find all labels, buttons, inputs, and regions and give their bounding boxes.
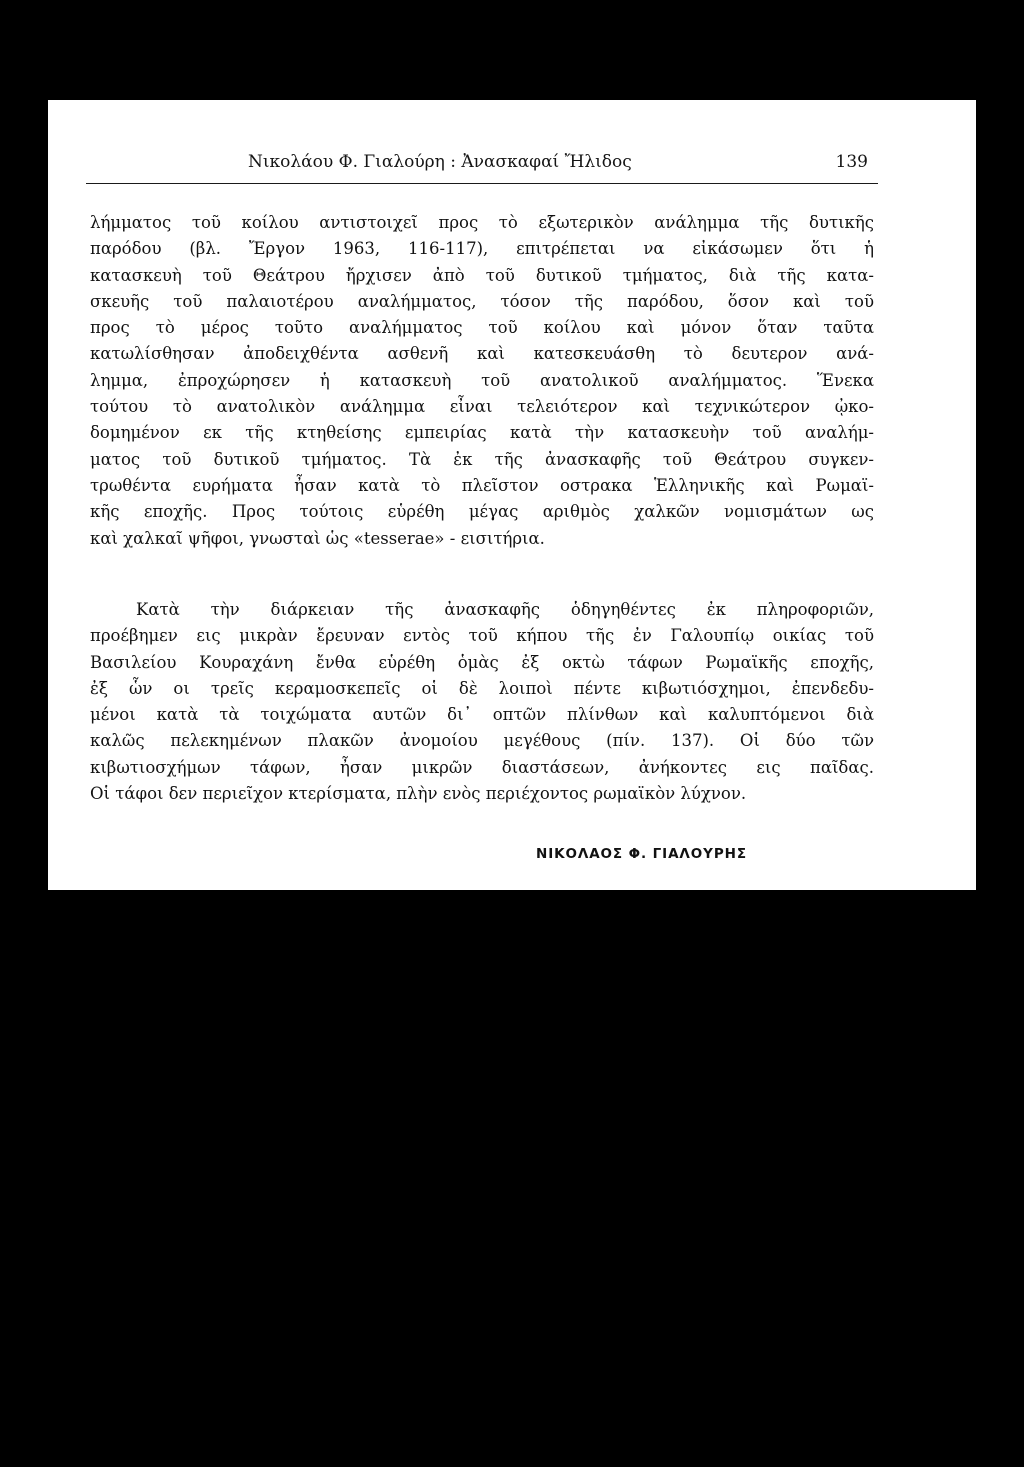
text-line: τούτου τὸ ανατολικὸν ανάλημμα εἶναι τελειότερον καὶ τεχνικώτερον ᾠκο- [90, 397, 874, 417]
text-line: κατωλίσθησαν ἀποδειχθέντα ασθενῆ καὶ κατεσκευάσθη τὸ δευτερον ανά- [90, 344, 874, 364]
text-line: μένοι κατὰ τὰ τοιχώματα αυτῶν δι᾽ οπτῶν πλίνθων καὶ καλυπτόμενοι διὰ [90, 705, 874, 725]
text-line: ματος τοῦ δυτικοῦ τμήματος. Τὰ ἐκ τῆς ἀνασκαφῆς τοῦ Θεάτρου συγκεν- [90, 449, 874, 469]
author-signature: ΝΙΚΟΛΑΟΣ Φ. ΓΙΑΛΟΥΡΗΣ [536, 846, 747, 862]
header-title: Νικολάου Φ. Γιαλούρη : Ἀνασκαφαί Ἤλιδος [248, 152, 632, 172]
paragraph-2 [90, 597, 874, 807]
text-line: τρωθέντα ευρήματα ἦσαν κατὰ τὸ πλεῖστον οστρακα Ἑλληνικῆς καὶ Ρωμαϊ- [90, 475, 874, 495]
text-line: παρόδου (βλ. Ἔργον 1963, 116-117), επιτρέπεται να εἰκάσωμεν ὅτι ἡ [90, 239, 874, 259]
text-line: κιβωτιοσχήμων τάφων, ἦσαν μικρῶν διαστάσεων, ἀνήκοντες εις παῖδας. [90, 757, 874, 777]
text-line: λημμα, ἐπροχώρησεν ἡ κατασκευὴ τοῦ ανατολικοῦ αναλήμματος. Ἕνεκα [90, 370, 874, 390]
text-line: Κατὰ τὴν διάρκειαν τῆς ἀνασκαφῆς ὁδηγηθέντες ἐκ πληροφοριῶν, [136, 600, 874, 619]
text-line: Οἱ τάφοι δεν περιεῖχον κτερίσματα, πλὴν ενὸς περιέχοντος ρωμαϊκὸν λύχνον. [90, 784, 747, 804]
text-line: λήμματος τοῦ κοίλου αντιστοιχεῖ προς τὸ εξωτερικὸν ανάλημμα τῆς δυτικῆς [90, 213, 874, 232]
text-line: καὶ χαλκαῖ ψῆφοι, γνωσταὶ ὡς «tesserae» - εισιτήρια. [90, 528, 545, 548]
document-page [48, 100, 976, 890]
text-line: δομημένον εκ τῆς κτηθείσης εμπειρίας κατὰ τὴν κατασκευὴν τοῦ αναλήμ- [90, 423, 874, 443]
text-line: Βασιλείου Κουραχάνη ἔνθα εὑρέθη ὁμὰς ἐξ οκτὼ τάφων Ρωμαϊκῆς εποχῆς, [90, 652, 874, 672]
page-number: 139 [835, 152, 868, 172]
text-line: σκευῆς τοῦ παλαιοτέρου αναλήμματος, τόσον τῆς παρόδου, ὅσον καὶ τοῦ [90, 291, 874, 311]
text-line: κατασκευὴ τοῦ Θεάτρου ἤρχισεν ἀπὸ τοῦ δυτικοῦ τμήματος, διὰ τῆς κατα- [90, 265, 874, 285]
text-line: ἐξ ὧν οι τρεῖς κεραμοσκεπεῖς οἱ δὲ λοιποὶ πέντε κιβωτιόσχημοι, ἐπενδεδυ- [90, 678, 874, 698]
text-line: κῆς εποχῆς. Προς τούτοις εὑρέθη μέγας αριθμὸς χαλκῶν νομισμάτων ως [90, 502, 874, 522]
running-header [86, 152, 878, 178]
text-line: προέβημεν εις μικρὰν ἔρευναν εντὸς τοῦ κήπου τῆς ἐν Γαλουπίῳ οικίας τοῦ [90, 626, 874, 646]
text-line: καλῶς πελεκημένων πλακῶν ἀνομοίου μεγέθους (πίν. 137). Οἱ δύο τῶν [90, 731, 874, 751]
paragraph-1 [90, 210, 874, 552]
text-line: προς τὸ μέρος τοῦτο αναλήμματος τοῦ κοίλου καὶ μόνον ὅταν ταῦτα [90, 318, 874, 338]
header-rule [86, 183, 878, 184]
